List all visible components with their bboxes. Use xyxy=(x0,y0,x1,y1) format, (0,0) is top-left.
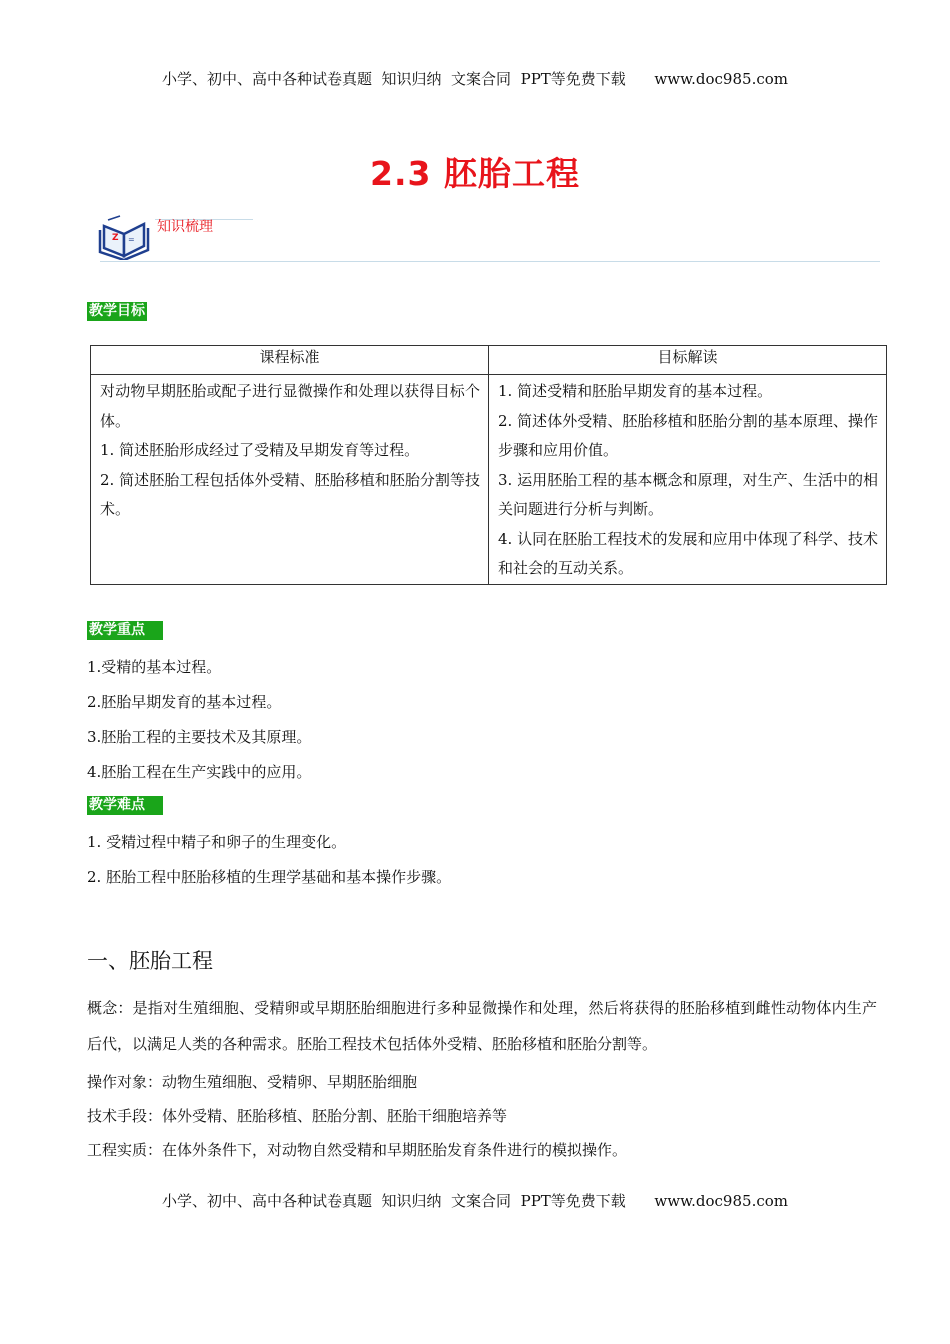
technique: 技术手段：体外受精、胚胎移植、胚胎分割、胚胎干细胞培养等 xyxy=(87,1107,508,1125)
difficulties-tag: 教学难点 xyxy=(87,796,163,815)
difficulty-item: 1. 受精过程中精子和卵子的生理变化。 xyxy=(87,833,347,851)
teaching-goals-tag: 教学目标 xyxy=(89,303,145,319)
section-heading: 一、胚胎工程 xyxy=(87,949,213,973)
key-point-item: 3.胚胎工程的主要技术及其原理。 xyxy=(87,728,312,746)
interpretation-text: 3. 运用胚胎工程的基本概念和原理，对生产、生活中的相关问题进行分析与判断。 xyxy=(498,470,878,518)
col-header-interpretation: 目标解读 xyxy=(489,346,887,375)
interpretation-cell xyxy=(489,375,887,585)
standard-text: 2. 简述胚胎工程包括体外受精、胚胎移植和胚胎分割等技术。 xyxy=(100,470,480,518)
col-header-standard: 课程标准 xyxy=(91,346,489,375)
standard-text: 对动物早期胚胎或配子进行显微操作和处理以获得目标个体。 xyxy=(100,382,480,430)
engineering-essence: 工程实质：在体外条件下，对动物自然受精和早期胚胎发育条件进行的模拟操作。 xyxy=(87,1141,628,1159)
goals-table xyxy=(90,345,887,585)
knowledge-banner-label: 知识梳理 xyxy=(157,219,213,235)
operation-object: 操作对象：动物生殖细胞、受精卵、早期胚胎细胞 xyxy=(87,1073,418,1091)
svg-text:=: = xyxy=(128,235,135,244)
key-points-tag: 教学重点 xyxy=(87,621,163,640)
difficulty-item: 2. 胚胎工程中胚胎移植的生理学基础和基本操作步骤。 xyxy=(87,868,452,886)
book-icon xyxy=(98,214,150,260)
key-point-item: 1.受精的基本过程。 xyxy=(87,658,222,676)
standard-text: 1. 简述胚胎形成经过了受精及早期发育等过程。 xyxy=(100,441,420,459)
svg-text:Z: Z xyxy=(112,233,119,243)
page-header: 小学、初中、高中各种试卷真题 知识归纳 文案合同 PPT等免费下载 www.doc985.com xyxy=(161,70,788,88)
key-point-item: 4.胚胎工程在生产实践中的应用。 xyxy=(87,763,312,781)
page-title: 2.3 胚胎工程 xyxy=(370,154,580,193)
interpretation-text: 2. 简述体外受精、胚胎移植和胚胎分割的基本原理、操作步骤和应用价值。 xyxy=(498,411,878,459)
banner-rule xyxy=(100,261,880,262)
interpretation-text: 1. 简述受精和胚胎早期发育的基本过程。 xyxy=(498,382,773,400)
concept-paragraph: 概念：是指对生殖细胞、受精卵或早期胚胎细胞进行多种显微操作和处理，然后将获得的胚胎移植到雌性动物体内生产后代，以满足人类的各种需求。胚胎工程技术包括体外受精、胚胎移植和胚胎分割等。 xyxy=(87,999,877,1053)
standard-cell xyxy=(91,375,489,585)
interpretation-text: 4. 认同在胚胎工程技术的发展和应用中体现了科学、技术和社会的互动关系。 xyxy=(498,529,878,577)
key-point-item: 2.胚胎早期发育的基本过程。 xyxy=(87,693,282,711)
page-footer: 小学、初中、高中各种试卷真题 知识归纳 文案合同 PPT等免费下载 www.doc985.com xyxy=(161,1192,788,1210)
